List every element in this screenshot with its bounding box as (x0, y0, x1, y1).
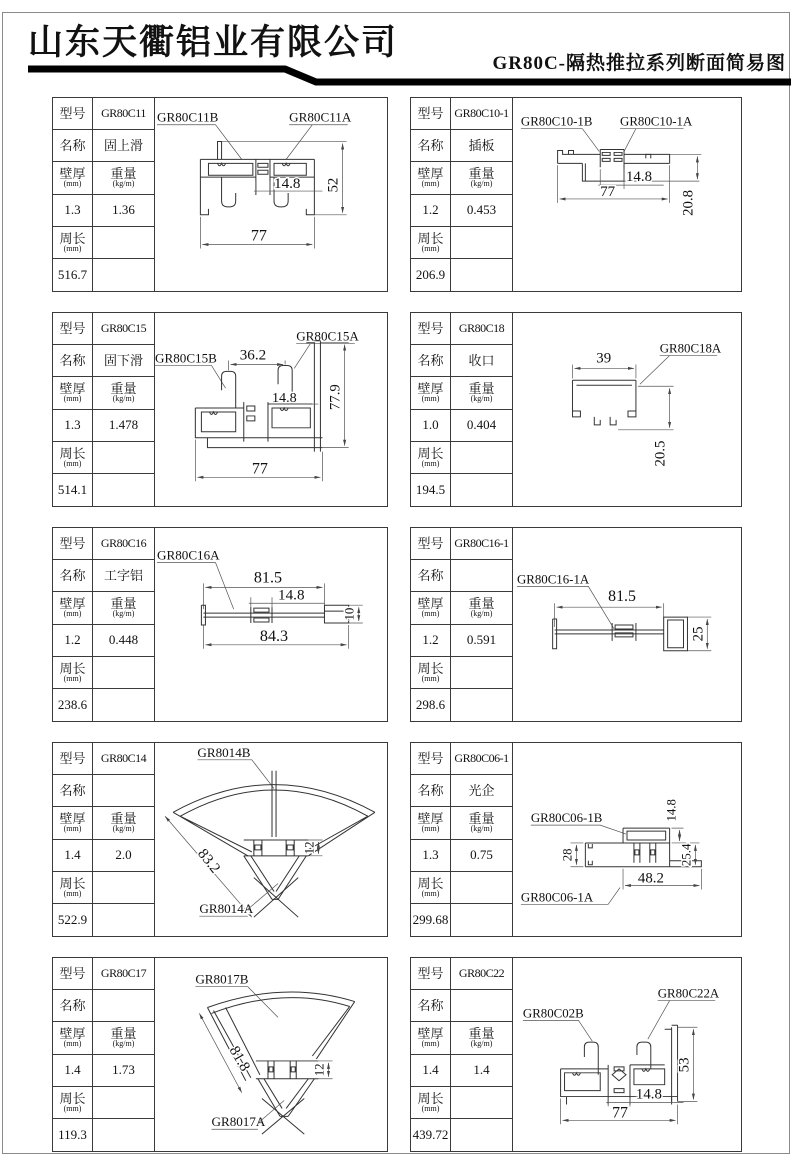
perimeter-label (411, 442, 451, 474)
model-label: 型号 (411, 958, 451, 990)
wall-thickness-label (53, 807, 93, 839)
model-value: GR80C10-1 (451, 98, 512, 130)
dim-mid: 12 (311, 1063, 327, 1077)
leader-lines (521, 129, 684, 152)
weight-label (93, 807, 154, 839)
cross-section-drawing (513, 313, 741, 506)
perimeter-label-text: 周长 (59, 230, 86, 246)
empty-cell (451, 227, 512, 259)
dim-mid: 14.8 (626, 169, 653, 186)
perimeter-unit: (mm) (421, 458, 440, 468)
model-value: GR80C11 (93, 98, 154, 130)
leader-lines (157, 563, 234, 610)
name-label: 名称 (53, 560, 93, 592)
perimeter-label-text: 周长 (59, 1090, 86, 1106)
perimeter-value: 439.72 (411, 1119, 451, 1151)
perimeter-value: 194.5 (411, 474, 451, 506)
spec-table (411, 958, 513, 1151)
weight-value: 2.0 (93, 840, 154, 872)
part-label-a: GR8014A (199, 901, 254, 917)
dim-bottom: 84.3 (259, 627, 289, 645)
weight-label (451, 1022, 512, 1054)
wall-thickness-label (411, 807, 451, 839)
wall-thickness-value: 1.4 (53, 1055, 93, 1087)
weight-label (93, 377, 154, 409)
wall-thickness-label (411, 592, 451, 624)
leader-lines (640, 356, 717, 385)
panel-gr80c22 (410, 957, 742, 1152)
weight-label (451, 592, 512, 624)
perimeter-unit: (mm) (421, 888, 440, 898)
wall-thickness-unit: (mm) (421, 394, 440, 404)
dim-bottom: 48.2 (637, 870, 664, 887)
cross-section-drawing (155, 743, 387, 936)
part-label-a: GR80C16A (157, 547, 220, 563)
weight-unit: (kg/m) (470, 394, 493, 404)
weight-label (451, 162, 512, 194)
name-value: 工字铝 (93, 560, 154, 592)
name-label: 名称 (411, 560, 451, 592)
profile-gr80c16 (155, 528, 387, 721)
part-label-b: GR8014B (197, 744, 251, 760)
perimeter-value: 238.6 (53, 689, 93, 721)
weight-value: 0.75 (451, 840, 512, 872)
part-label-b: GR80C02B (522, 1006, 584, 1021)
name-label: 名称 (53, 345, 93, 377)
wall-thickness-label-text: 壁厚 (59, 811, 86, 827)
weight-label (451, 807, 512, 839)
perimeter-label (53, 872, 93, 904)
perimeter-label (53, 1087, 93, 1119)
cross-section-drawing (155, 313, 387, 506)
dim-right: 53 (676, 1057, 693, 1073)
model-label: 型号 (411, 743, 451, 775)
dim-right: 25.4 (679, 843, 694, 867)
dim-slant: 81.8 (225, 1043, 253, 1075)
weight-label-text: 重量 (468, 381, 495, 397)
weight-unit: (kg/m) (470, 1039, 493, 1049)
perimeter-label (411, 872, 451, 904)
dim-mid: 14.8 (278, 587, 305, 604)
cross-section-drawing (513, 528, 741, 721)
empty-cell (93, 474, 154, 506)
part-label-a: GR80C15A (296, 328, 359, 344)
perimeter-label-text: 周长 (417, 660, 444, 676)
spec-table (411, 98, 513, 291)
wall-thickness-value: 1.0 (411, 410, 451, 442)
profile-gr80c16-1 (513, 528, 741, 721)
weight-label-text: 重量 (468, 1026, 495, 1042)
wall-thickness-label-text: 壁厚 (417, 1026, 444, 1042)
weight-value: 0.591 (451, 625, 512, 657)
part-label-b: GR80C10-1B (520, 114, 593, 129)
dim-right: 77.9 (327, 384, 344, 411)
empty-cell (93, 872, 154, 904)
perimeter-label (53, 657, 93, 689)
perimeter-unit: (mm) (63, 888, 82, 898)
wall-thickness-unit: (mm) (421, 1039, 440, 1049)
weight-value: 1.36 (93, 195, 154, 227)
empty-cell (93, 657, 154, 689)
wall-thickness-label-text: 壁厚 (59, 596, 86, 612)
wall-thickness-unit: (mm) (63, 609, 82, 619)
dim-top-value: 39 (596, 350, 612, 367)
perimeter-label (411, 1087, 451, 1119)
perimeter-value: 119.3 (53, 1119, 93, 1151)
dim-top (572, 364, 635, 378)
perimeter-label-text: 周长 (417, 1090, 444, 1106)
name-label: 名称 (53, 130, 93, 162)
perimeter-label-text: 周长 (417, 445, 444, 461)
spec-table (53, 313, 155, 506)
empty-cell (93, 689, 154, 721)
name-value (451, 560, 512, 592)
cross-section-drawing (155, 958, 387, 1151)
spec-table (53, 743, 155, 936)
panel-gr80c15 (52, 312, 388, 507)
panel-gr80c16 (52, 527, 388, 722)
perimeter-label-text: 周长 (417, 230, 444, 246)
leader-lines (517, 586, 614, 629)
wall-thickness-label (53, 1022, 93, 1054)
leader-lines (197, 760, 274, 789)
company-name: 山东天衢铝业有限公司 (28, 23, 399, 62)
weight-label-text: 重量 (110, 166, 137, 182)
dim-top-right: 14.8 (664, 799, 679, 822)
model-label: 型号 (411, 528, 451, 560)
name-value (451, 990, 512, 1022)
perimeter-unit: (mm) (63, 243, 82, 253)
part-label-a: GR8017A (211, 1114, 266, 1130)
perimeter-label (53, 227, 93, 259)
wall-thickness-unit: (mm) (63, 1039, 82, 1049)
model-label: 型号 (53, 528, 93, 560)
perimeter-value: 298.6 (411, 689, 451, 721)
weight-label-text: 重量 (110, 381, 137, 397)
name-label: 名称 (411, 130, 451, 162)
dim-top: 81.5 (253, 569, 283, 587)
profile-outline (572, 380, 635, 425)
perimeter-value: 522.9 (53, 904, 93, 936)
profile-outline (173, 771, 375, 917)
perimeter-value: 299.68 (411, 904, 451, 936)
empty-cell (93, 904, 154, 936)
cross-section-drawing (155, 528, 387, 721)
cross-section-drawing (155, 98, 387, 291)
wall-thickness-value: 1.3 (411, 840, 451, 872)
wall-thickness-label-text: 壁厚 (59, 1026, 86, 1042)
dim-bottom: 77 (600, 183, 616, 200)
model-value: GR80C06-1 (451, 743, 512, 775)
perimeter-label (411, 227, 451, 259)
dim-top: 81.5 (608, 588, 636, 606)
wall-thickness-unit: (mm) (421, 609, 440, 619)
weight-value: 0.453 (451, 195, 512, 227)
dim-bottom: 77 (250, 227, 267, 245)
panel-gr80c17 (52, 957, 388, 1152)
weight-unit: (kg/m) (112, 609, 135, 619)
wall-thickness-label-text: 壁厚 (417, 596, 444, 612)
empty-cell (451, 689, 512, 721)
spec-table (411, 313, 513, 506)
model-label: 型号 (53, 98, 93, 130)
wall-thickness-label (411, 1022, 451, 1054)
weight-unit: (kg/m) (470, 179, 493, 189)
dim-right: 20.8 (680, 189, 697, 216)
profile-outline (558, 149, 670, 181)
model-value: GR80C17 (93, 958, 154, 990)
spec-table (411, 528, 513, 721)
name-label: 名称 (411, 345, 451, 377)
spec-table (53, 958, 155, 1151)
weight-label (93, 162, 154, 194)
spec-table (411, 743, 513, 936)
dim-left: 28 (560, 848, 575, 862)
spec-table (53, 98, 155, 291)
wall-thickness-unit: (mm) (421, 179, 440, 189)
part-label-a: GR80C11A (289, 109, 352, 125)
perimeter-label (411, 657, 451, 689)
empty-cell (451, 1119, 512, 1151)
wall-thickness-unit: (mm) (421, 824, 440, 834)
weight-value: 0.404 (451, 410, 512, 442)
dim-bottom: 77 (612, 1104, 628, 1122)
weight-unit: (kg/m) (112, 179, 135, 189)
perimeter-label-text: 周长 (59, 660, 86, 676)
dim-mid: 12 (301, 841, 317, 855)
dimension-lines (200, 142, 346, 249)
part-label-a: GR80C18A (659, 341, 722, 356)
leader-lines (157, 125, 348, 160)
wall-thickness-value: 1.4 (411, 1055, 451, 1087)
weight-label (93, 592, 154, 624)
perimeter-value: 514.1 (53, 474, 93, 506)
weight-unit: (kg/m) (470, 824, 493, 834)
wall-thickness-unit: (mm) (63, 394, 82, 404)
empty-cell (93, 1087, 154, 1119)
weight-unit: (kg/m) (112, 1039, 135, 1049)
dim-mid: 14.8 (635, 1086, 662, 1103)
wall-thickness-value: 1.3 (53, 410, 93, 442)
name-label: 名称 (53, 775, 93, 807)
wall-thickness-label-text: 壁厚 (417, 166, 444, 182)
model-value: GR80C15 (93, 313, 154, 345)
empty-cell (451, 259, 512, 291)
dim-mid: 14.8 (272, 391, 297, 407)
dim-right: 52 (325, 177, 342, 193)
spec-table (53, 528, 155, 721)
name-value: 光企 (451, 775, 512, 807)
model-label: 型号 (411, 98, 451, 130)
perimeter-label-text: 周长 (59, 875, 86, 891)
name-label: 名称 (53, 990, 93, 1022)
model-value: GR80C16 (93, 528, 154, 560)
part-label-a: GR80C22A (657, 986, 720, 1001)
panel-gr80c11 (52, 97, 388, 292)
part-label-b: GR80C11B (157, 109, 219, 125)
perimeter-unit: (mm) (63, 458, 82, 468)
empty-cell (451, 872, 512, 904)
name-value: 固上滑 (93, 130, 154, 162)
panel-gr80c16-1 (410, 527, 742, 722)
wall-thickness-unit: (mm) (63, 179, 82, 189)
empty-cell (93, 227, 154, 259)
model-value: GR80C14 (93, 743, 154, 775)
weight-label-text: 重量 (468, 166, 495, 182)
wall-thickness-label-text: 壁厚 (417, 811, 444, 827)
name-label: 名称 (411, 990, 451, 1022)
series-title: GR80C-隔热推拉系列断面简易图 (492, 53, 786, 74)
weight-value: 1.73 (93, 1055, 154, 1087)
wall-thickness-label (53, 162, 93, 194)
dim-right: 20.5 (652, 440, 669, 467)
weight-label (93, 1022, 154, 1054)
perimeter-value: 206.9 (411, 259, 451, 291)
perimeter-label-text: 周长 (59, 445, 86, 461)
wall-thickness-value: 1.3 (53, 195, 93, 227)
perimeter-unit: (mm) (421, 1103, 440, 1113)
empty-cell (93, 442, 154, 474)
part-label-b: GR80C06-1B (530, 811, 603, 826)
wall-thickness-label (411, 377, 451, 409)
name-value: 插板 (451, 130, 512, 162)
profile-gr80c14 (155, 743, 387, 936)
leader-lines (195, 987, 278, 1018)
weight-unit: (kg/m) (470, 609, 493, 619)
wall-thickness-unit: (mm) (63, 824, 82, 834)
perimeter-unit: (mm) (63, 673, 82, 683)
part-label-b: GR8017B (195, 971, 249, 987)
profile-gr80c10-1 (513, 98, 741, 291)
weight-unit: (kg/m) (112, 824, 135, 834)
model-value: GR80C22 (451, 958, 512, 990)
empty-cell (93, 1119, 154, 1151)
perimeter-label (53, 442, 93, 474)
model-value: GR80C16-1 (451, 528, 512, 560)
profile-outline (553, 617, 688, 651)
weight-label-text: 重量 (110, 1026, 137, 1042)
perimeter-unit: (mm) (421, 673, 440, 683)
name-value: 固下滑 (93, 345, 154, 377)
dim-mid: 14.8 (274, 176, 301, 193)
weight-value: 0.448 (93, 625, 154, 657)
model-label: 型号 (411, 313, 451, 345)
wall-thickness-label (53, 592, 93, 624)
wall-thickness-label-text: 壁厚 (417, 381, 444, 397)
part-label-a: GR80C10-1A (620, 114, 693, 129)
weight-value: 1.4 (451, 1055, 512, 1087)
panel-gr80c18 (410, 312, 742, 507)
empty-cell (451, 657, 512, 689)
profile-outline (207, 992, 354, 1134)
profile-gr80c17 (155, 958, 387, 1151)
panel-gr80c10-1 (410, 97, 742, 292)
empty-cell (451, 474, 512, 506)
model-value: GR80C18 (451, 313, 512, 345)
profile-gr80c11 (155, 98, 387, 291)
name-value (93, 775, 154, 807)
dim-slant: 83.2 (194, 846, 224, 877)
dim-right: 25 (690, 626, 707, 642)
weight-label-text: 重量 (110, 596, 137, 612)
part-label-b: GR80C15B (155, 350, 217, 366)
cross-section-drawing (513, 958, 741, 1151)
empty-cell (451, 1087, 512, 1119)
weight-label-text: 重量 (468, 811, 495, 827)
profile-outline (201, 605, 348, 625)
wall-thickness-value: 1.2 (411, 195, 451, 227)
dim-bottom: 77 (251, 460, 268, 478)
wall-thickness-label-text: 壁厚 (59, 381, 86, 397)
model-label: 型号 (53, 958, 93, 990)
name-value (93, 990, 154, 1022)
wall-thickness-value: 1.2 (411, 625, 451, 657)
cross-section-drawing (513, 98, 741, 291)
name-label: 名称 (411, 775, 451, 807)
cross-section-drawing (513, 743, 741, 936)
model-label: 型号 (53, 313, 93, 345)
profile-gr80c18 (513, 313, 741, 506)
profile-gr80c22 (513, 958, 741, 1151)
dim-right: 10 (341, 607, 357, 621)
profile-gr80c06-1 (513, 743, 741, 936)
perimeter-unit: (mm) (63, 1103, 82, 1113)
dimension-lines (561, 1027, 698, 1124)
dim-top-value: 36.2 (239, 347, 267, 364)
empty-cell (451, 442, 512, 474)
weight-label-text: 重量 (110, 811, 137, 827)
name-value: 收口 (451, 345, 512, 377)
weight-label-text: 重量 (468, 596, 495, 612)
panel-gr80c06-1 (410, 742, 742, 937)
perimeter-label-text: 周长 (417, 875, 444, 891)
wall-thickness-value: 1.4 (53, 840, 93, 872)
perimeter-unit: (mm) (421, 243, 440, 253)
weight-unit: (kg/m) (112, 394, 135, 404)
part-label-a: GR80C16-1A (516, 572, 590, 587)
empty-cell (451, 904, 512, 936)
model-label: 型号 (53, 743, 93, 775)
empty-cell (93, 259, 154, 291)
leader-lines (531, 825, 626, 834)
wall-thickness-value: 1.2 (53, 625, 93, 657)
weight-label (451, 377, 512, 409)
perimeter-value: 516.7 (53, 259, 93, 291)
wall-thickness-label-text: 壁厚 (59, 166, 86, 182)
panel-gr80c14 (52, 742, 388, 937)
weight-value: 1.478 (93, 410, 154, 442)
profile-gr80c15 (155, 313, 387, 506)
wall-thickness-label (53, 377, 93, 409)
dimension-lines (618, 386, 674, 430)
part-label-a: GR80C06-1A (520, 890, 594, 905)
wall-thickness-label (411, 162, 451, 194)
